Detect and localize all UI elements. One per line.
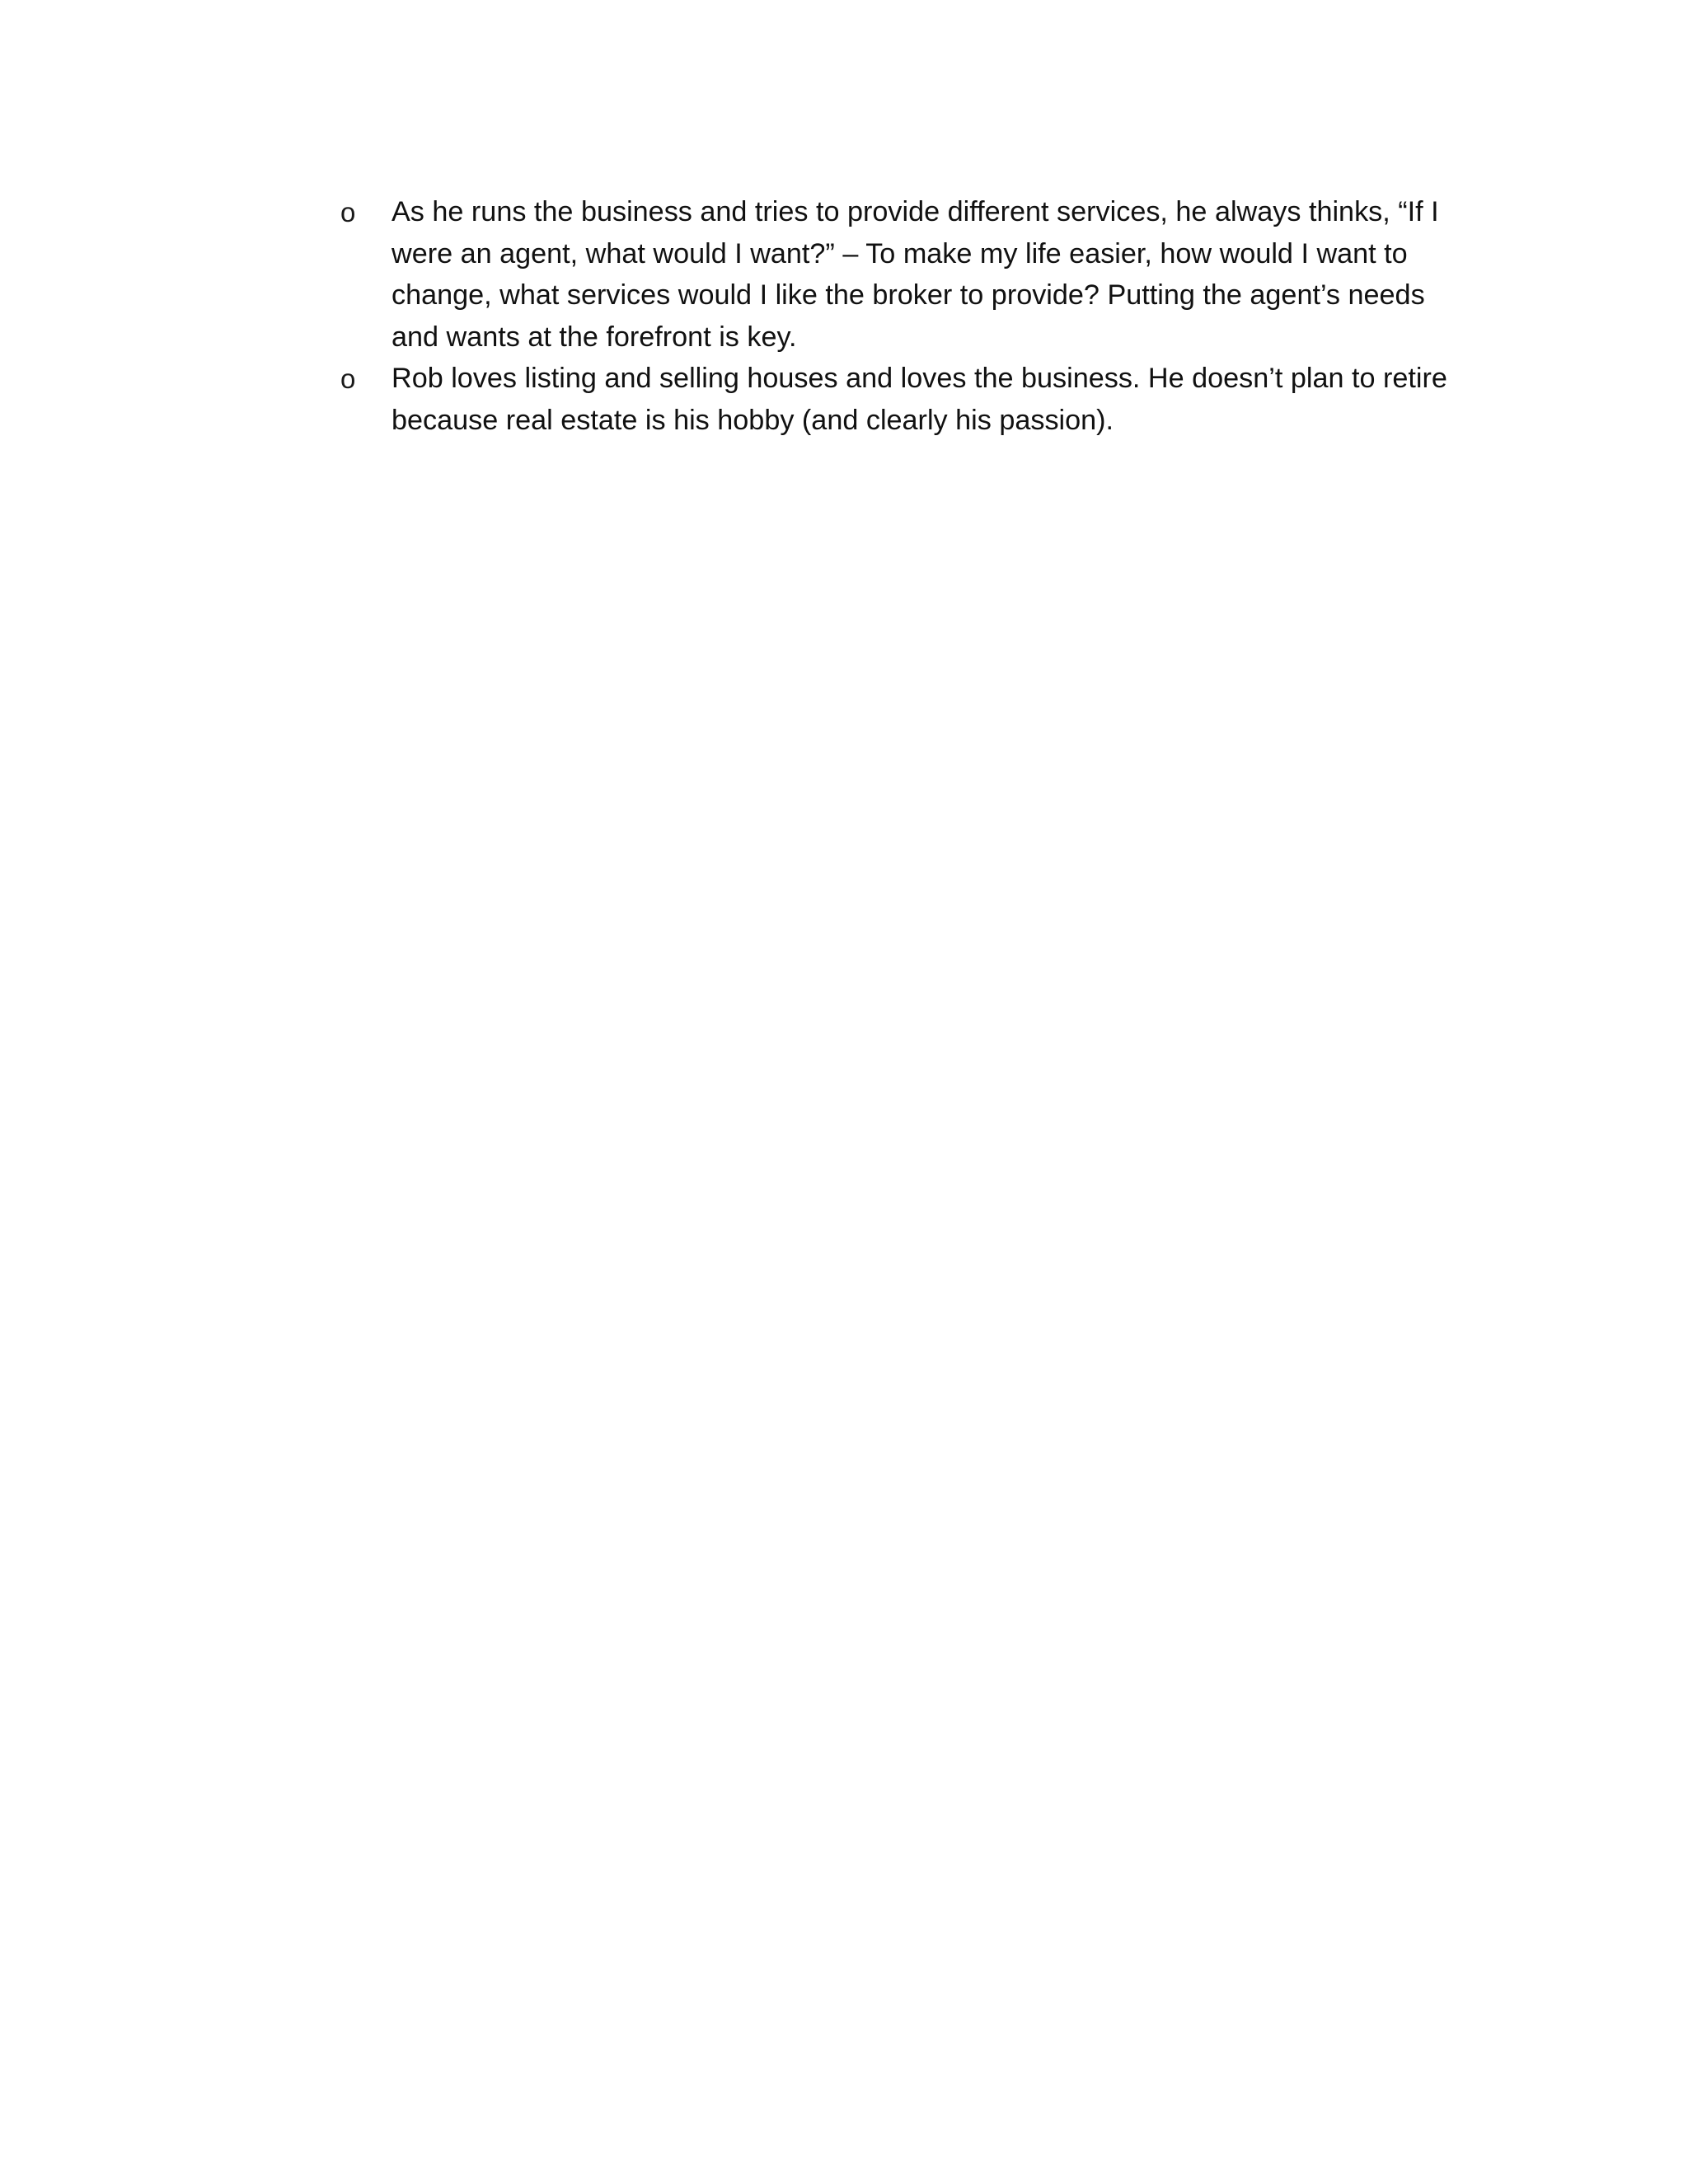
list-item <box>340 191 1461 358</box>
list-item-text: Rob loves listing and selling houses and loves the business. He doesn’t plan to retire because real estate is his hobby (and clearly his passion). <box>392 363 1447 436</box>
list-item <box>340 358 1461 441</box>
hollow-bullet-icon: o <box>340 197 356 227</box>
hollow-bullet-icon: o <box>340 363 356 394</box>
list-item-text: As he runs the business and tries to provide different services, he always thinks, “If I were an agent, what would I want?” – To make my life easier, how would I want to change, what services would I like the broker to provide? Putting the agent’s needs and wants at the forefront is key. <box>392 196 1439 353</box>
bullet-list <box>340 191 1461 441</box>
